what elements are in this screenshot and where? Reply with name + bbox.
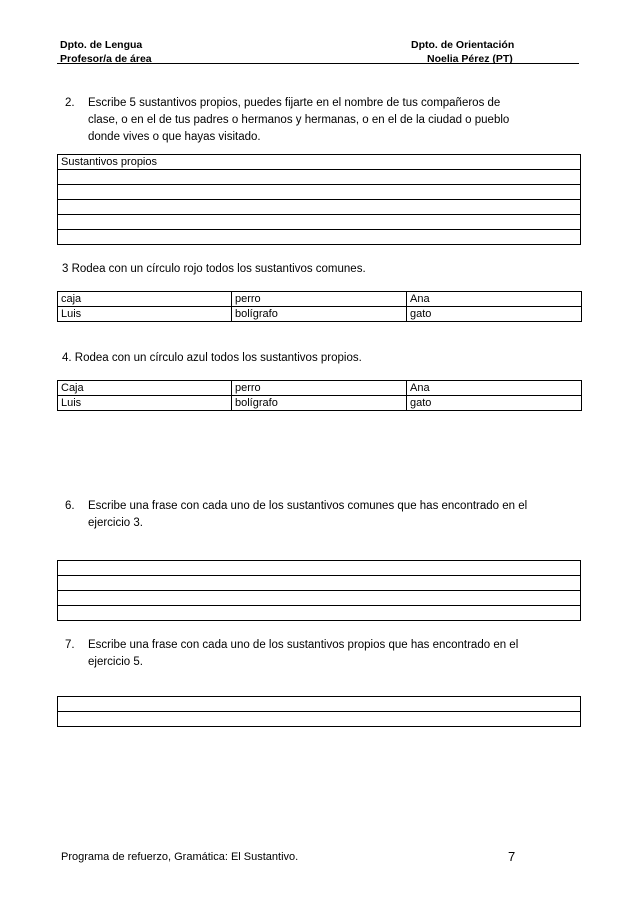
answer-cell[interactable] bbox=[58, 200, 581, 215]
header-author: Noelia Pérez (PT) bbox=[427, 53, 513, 65]
table-header-cell: Sustantivos propios bbox=[58, 155, 581, 170]
word-cell[interactable]: Ana bbox=[407, 381, 582, 396]
word-cell[interactable]: gato bbox=[407, 396, 582, 411]
header-teacher: Profesor/a de área bbox=[60, 53, 152, 65]
question-2 bbox=[65, 95, 585, 147]
word-cell[interactable]: Luis bbox=[58, 396, 232, 411]
word-cell[interactable]: Caja bbox=[58, 381, 232, 396]
word-cell[interactable]: caja bbox=[58, 292, 232, 307]
word-cell[interactable]: Luis bbox=[58, 307, 232, 322]
answer-cell[interactable] bbox=[58, 185, 581, 200]
question-4 bbox=[62, 350, 362, 367]
question-number: 6. bbox=[65, 500, 75, 512]
question-text: 4. Rodea con un círculo azul todos los sustantivos propios. bbox=[62, 352, 362, 364]
question-text-line: clase, o en el de tus padres o hermanos y hermanas, o en el de la ciudad o pueblo bbox=[88, 114, 510, 126]
proper-nouns-table bbox=[57, 154, 581, 245]
word-cell[interactable]: perro bbox=[232, 292, 407, 307]
header-divider bbox=[57, 63, 579, 64]
answer-cell[interactable] bbox=[58, 712, 581, 727]
proper-sentences-table bbox=[57, 696, 581, 727]
word-cell[interactable]: bolígrafo bbox=[232, 307, 407, 322]
answer-cell[interactable] bbox=[58, 576, 581, 591]
question-3 bbox=[62, 261, 366, 278]
answer-cell[interactable] bbox=[58, 591, 581, 606]
word-cell[interactable]: bolígrafo bbox=[232, 396, 407, 411]
proper-nouns-circle-table bbox=[57, 380, 582, 411]
question-text-line: Escribe una frase con cada uno de los sustantivos propios que has encontrado en el bbox=[88, 639, 519, 651]
question-text-line: ejercicio 3. bbox=[88, 517, 143, 529]
page-number: 7 bbox=[508, 849, 516, 864]
question-text-line: donde vives o que hayas visitado. bbox=[88, 131, 261, 143]
question-text: 3 Rodea con un círculo rojo todos los sustantivos comunes. bbox=[62, 263, 366, 275]
answer-cell[interactable] bbox=[58, 561, 581, 576]
answer-cell[interactable] bbox=[58, 697, 581, 712]
footer-text: Programa de refuerzo, Gramática: El Sustantivo. bbox=[61, 851, 299, 863]
question-6 bbox=[65, 498, 585, 534]
question-text-line: Escribe una frase con cada uno de los sustantivos comunes que has encontrado en el bbox=[88, 500, 528, 512]
question-text-line: Escribe 5 sustantivos propios, puedes fijarte en el nombre de tus compañeros de bbox=[88, 97, 501, 109]
header-orientation-dept: Dpto. de Orientación bbox=[411, 39, 515, 51]
header-left bbox=[60, 38, 152, 66]
answer-cell[interactable] bbox=[58, 606, 581, 621]
question-text-line: ejercicio 5. bbox=[88, 656, 143, 668]
header-right bbox=[411, 38, 514, 66]
answer-cell[interactable] bbox=[58, 170, 581, 185]
header-department: Dpto. de Lengua bbox=[60, 39, 143, 51]
word-cell[interactable]: Ana bbox=[407, 292, 582, 307]
word-cell[interactable]: gato bbox=[407, 307, 582, 322]
word-cell[interactable]: perro bbox=[232, 381, 407, 396]
question-7 bbox=[65, 637, 585, 673]
common-sentences-table bbox=[57, 560, 581, 621]
common-nouns-table bbox=[57, 291, 582, 322]
question-number: 2. bbox=[65, 97, 75, 109]
question-number: 7. bbox=[65, 639, 75, 651]
answer-cell[interactable] bbox=[58, 215, 581, 230]
answer-cell[interactable] bbox=[58, 230, 581, 245]
